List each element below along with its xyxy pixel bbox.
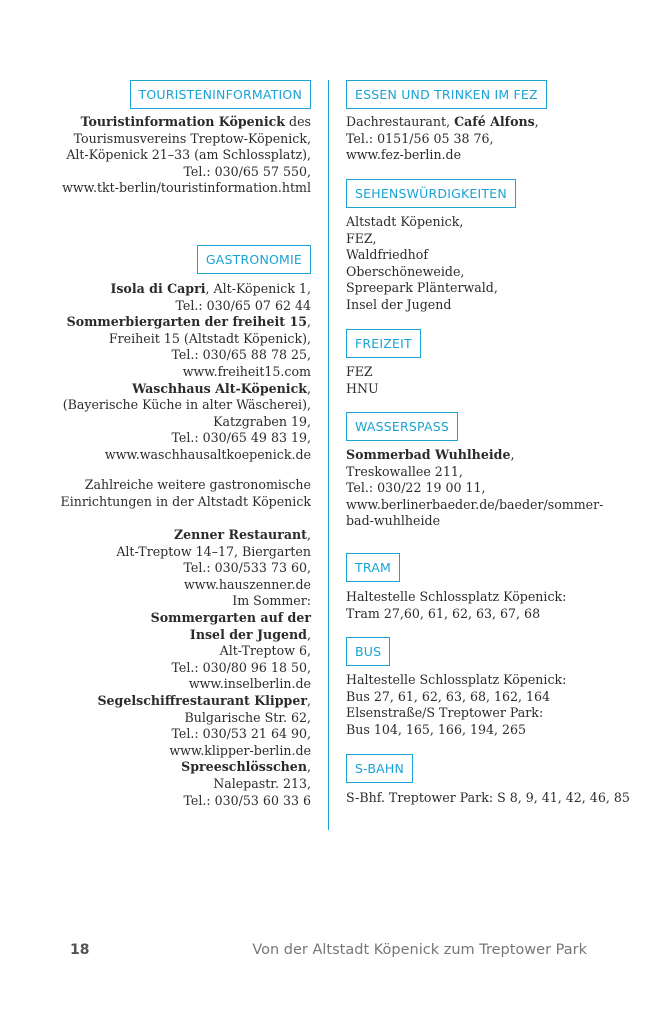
- page-number: 18: [70, 942, 90, 958]
- text-run: Haltestelle Schlossplatz Köpenick:: [346, 672, 567, 687]
- text-run: Dachrestaurant,: [346, 114, 455, 129]
- text-line: [97, 527, 311, 544]
- text-run: Tel.: 030/53 60 33 6: [183, 792, 311, 808]
- text-run: Tel.: 030/80 96 18 50,: [171, 659, 311, 675]
- text-line: [97, 544, 311, 561]
- text-run: Tel.: 030/533 73 60,: [183, 560, 311, 576]
- treptow-gastronomy-text: [97, 527, 311, 809]
- text-line: [97, 627, 311, 644]
- text-line: [346, 214, 498, 231]
- text-run: www.freiheit15.com: [182, 363, 311, 379]
- text-line: [97, 693, 311, 710]
- column-divider: [328, 80, 329, 830]
- text-run: ,: [306, 314, 311, 330]
- text-line: [97, 743, 311, 760]
- bus-text: [346, 672, 566, 738]
- bold-name: Segelschiffrestaurant Klipper: [97, 692, 307, 708]
- text-run: Tel.: 0151/56 05 38 76,: [346, 130, 494, 146]
- text-run: Tel.: 030/22 19 00 11,: [346, 480, 486, 496]
- text-run: Tel.: 030/65 07 62 44: [175, 297, 311, 313]
- text-run: ,: [306, 626, 311, 642]
- text-run: Alt-Treptow 14–17, Biergarten: [116, 543, 311, 559]
- text-line: [63, 314, 311, 331]
- text-line: [61, 494, 311, 511]
- further-gastronomy-text: [61, 477, 311, 510]
- text-line: [62, 180, 311, 197]
- text-line: [346, 689, 566, 706]
- bold-name: Sommergarten auf der: [150, 609, 311, 625]
- text-run: Elsenstraße/S Treptower Park:: [346, 705, 544, 721]
- text-line: [97, 660, 311, 677]
- text-run: Alt-Köpenick 21–33 (am Schlossplatz),: [66, 147, 311, 163]
- text-run: www.inselberlin.de: [188, 676, 311, 692]
- text-line: [97, 643, 311, 660]
- text-run: Oberschöneweide,: [346, 263, 465, 279]
- text-run: ,: [534, 114, 539, 129]
- text-run: www.klipper-berlin.de: [169, 742, 311, 758]
- text-run: www.fez-berlin.de: [346, 147, 462, 163]
- heading-touristeninformation: TOURISTENINFORMATION: [130, 80, 311, 109]
- text-line: [62, 114, 311, 131]
- bold-name: Zenner Restaurant: [173, 527, 307, 542]
- text-run: Katzgraben 19,: [213, 413, 311, 429]
- text-line: [346, 147, 539, 164]
- text-line: [97, 676, 311, 693]
- text-run: Tel.: 030/53 21 64 90,: [171, 726, 311, 742]
- text-line: [63, 381, 311, 398]
- s-bahn-text: [346, 790, 630, 807]
- text-run: , Alt-Köpenick 1,: [205, 281, 311, 296]
- text-line: [346, 264, 498, 281]
- text-run: S-Bhf. Treptower Park: S 8, 9, 41, 42, 46, 85: [346, 790, 630, 805]
- text-line: [63, 347, 311, 364]
- text-run: Freiheit 15 (Altstadt Köpenick),: [108, 330, 311, 346]
- text-line: [346, 497, 603, 514]
- text-run: www.tkt-berlin/touristinformation.html: [62, 180, 311, 196]
- text-line: [346, 297, 498, 314]
- text-run: ,: [306, 759, 311, 775]
- text-line: [346, 247, 498, 264]
- text-line: [62, 147, 311, 164]
- heading-s-bahn: S-BAHN: [346, 754, 413, 783]
- text-run: Alt-Treptow 6,: [219, 643, 311, 659]
- text-line: [63, 364, 311, 381]
- text-line: [346, 464, 603, 481]
- wasserspass-text: [346, 447, 603, 530]
- text-line: [63, 414, 311, 431]
- text-line: [346, 381, 379, 398]
- text-line: [346, 114, 539, 131]
- text-run: ,: [306, 380, 311, 396]
- text-run: www.berlinerbaeder.de/baeder/sommer-: [346, 496, 604, 512]
- text-line: [97, 560, 311, 577]
- bold-name: Insel der Jugend: [189, 626, 307, 642]
- text-line: [97, 759, 311, 776]
- text-run: Bulgarische Str. 62,: [184, 709, 311, 725]
- touristinfo-text: [62, 114, 311, 197]
- text-line: [346, 231, 498, 248]
- freizeit-text: [346, 364, 379, 397]
- text-run: Haltestelle Schlossplatz Köpenick:: [346, 589, 567, 604]
- bold-name: Touristinformation Köpenick: [80, 114, 286, 129]
- text-run: HNU: [346, 380, 379, 396]
- text-line: [97, 610, 311, 627]
- text-line: [97, 726, 311, 743]
- text-run: bad-wuhlheide: [346, 513, 441, 529]
- text-line: [62, 164, 311, 181]
- heading-freizeit: FREIZEIT: [346, 329, 421, 358]
- text-run: Insel der Jugend: [346, 296, 452, 312]
- heading-gastronomie: GASTRONOMIE: [197, 245, 311, 274]
- text-line: [346, 705, 566, 722]
- text-run: Bus 104, 165, 166, 194, 265: [346, 721, 527, 737]
- text-line: [62, 131, 311, 148]
- heading-essen-und-trinken: ESSEN UND TRINKEN IM FEZ: [346, 80, 547, 109]
- text-run: Tel.: 030/65 57 550,: [183, 163, 311, 179]
- text-run: ,: [510, 447, 515, 462]
- text-line: [97, 593, 311, 610]
- text-run: Nalepastr. 213,: [213, 775, 311, 791]
- text-run: ,: [306, 692, 311, 708]
- text-line: [346, 364, 379, 381]
- text-run: Spreepark Plänterwald,: [346, 280, 498, 296]
- heading-wasserspass: WASSERSPASS: [346, 412, 458, 441]
- text-line: [346, 790, 630, 807]
- text-line: [63, 298, 311, 315]
- essen-text: [346, 114, 539, 164]
- text-run: Tourismusvereins Treptow-Köpenick,: [73, 130, 311, 146]
- text-run: Tel.: 030/65 88 78 25,: [171, 347, 311, 363]
- bold-name: Sommerbiergarten der freiheit 15: [66, 314, 307, 330]
- text-line: [97, 710, 311, 727]
- text-run: Im Sommer:: [232, 593, 311, 609]
- heading-tram: TRAM: [346, 553, 400, 582]
- text-line: [346, 513, 603, 530]
- text-run: www.hauszenner.de: [184, 576, 311, 592]
- heading-bus: BUS: [346, 637, 390, 666]
- text-line: [346, 280, 498, 297]
- text-line: [63, 430, 311, 447]
- text-line: [61, 477, 311, 494]
- bold-name: Isola di Capri: [110, 281, 206, 296]
- text-run: ,: [306, 527, 311, 542]
- text-line: [97, 776, 311, 793]
- running-title: Von der Altstadt Köpenick zum Treptower Park: [252, 942, 587, 958]
- bold-name: Waschhaus Alt-Köpenick: [132, 380, 307, 396]
- text-run: FEZ,: [346, 230, 377, 246]
- text-line: [97, 577, 311, 594]
- text-line: [346, 447, 603, 464]
- text-line: [346, 480, 603, 497]
- text-run: Einrichtungen in der Altstadt Köpenick: [60, 493, 311, 509]
- text-run: Tel.: 030/65 49 83 19,: [171, 430, 311, 446]
- text-line: [346, 672, 566, 689]
- text-line: [63, 281, 311, 298]
- text-line: [346, 131, 539, 148]
- text-run: Altstadt Köpenick,: [346, 214, 464, 229]
- text-run: (Bayerische Küche in alter Wäscherei),: [62, 397, 311, 413]
- bold-name: Sommerbad Wuhlheide: [346, 447, 511, 462]
- gastronomie-text: [63, 281, 311, 464]
- bold-name: Café Alfons: [454, 114, 535, 129]
- text-line: [63, 331, 311, 348]
- text-line: [97, 793, 311, 810]
- bold-name: Spreeschlösschen: [181, 759, 307, 775]
- text-run: www.waschhausaltkoepenick.de: [104, 446, 311, 462]
- text-run: des: [285, 114, 311, 129]
- text-run: Treskowallee 211,: [346, 463, 463, 479]
- text-run: Zahlreiche weitere gastronomische: [84, 477, 311, 492]
- text-run: FEZ: [346, 364, 373, 379]
- text-line: [346, 589, 566, 606]
- text-line: [63, 397, 311, 414]
- text-line: [346, 606, 566, 623]
- text-line: [346, 722, 566, 739]
- text-run: Bus 27, 61, 62, 63, 68, 162, 164: [346, 688, 551, 704]
- heading-sehenswuerdigkeiten: SEHENSWÜRDIGKEITEN: [346, 179, 516, 208]
- text-run: Tram 27,60, 61, 62, 63, 67, 68: [346, 605, 541, 621]
- sehenswuerdigkeiten-text: [346, 214, 498, 314]
- tram-text: [346, 589, 566, 622]
- text-line: [63, 447, 311, 464]
- text-run: Waldfriedhof: [346, 247, 429, 263]
